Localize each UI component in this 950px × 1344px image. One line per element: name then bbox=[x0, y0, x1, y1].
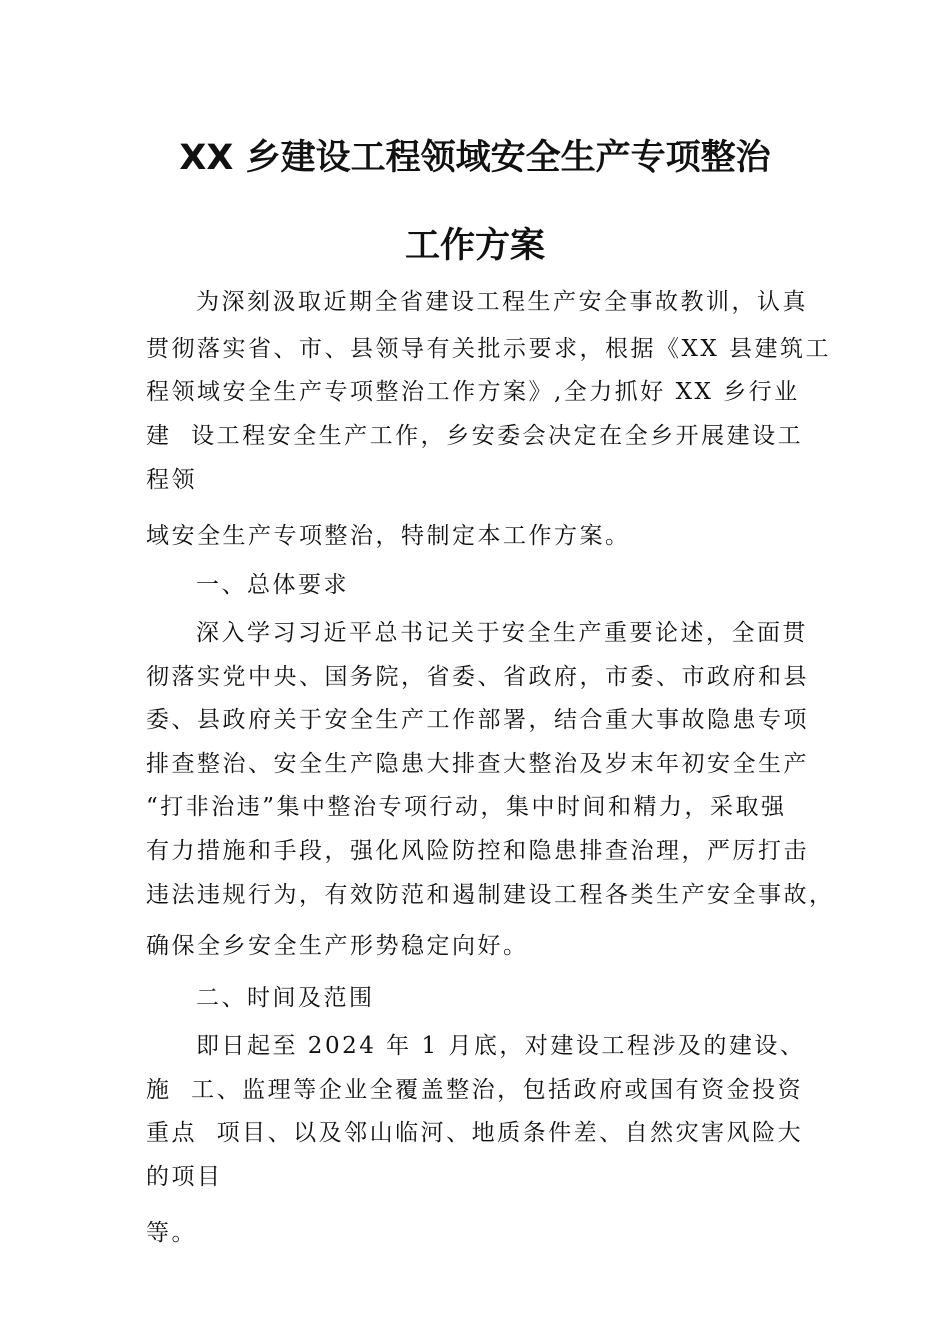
paragraph-line: 彻落实党中央、国务院，省委、省政府，市委、市政府和县 bbox=[146, 664, 809, 690]
section-heading: 二、时间及范围 bbox=[196, 985, 375, 1011]
paragraph-line: 为深刻汲取近期全省建设工程生产安全事故教训，认真 bbox=[196, 289, 808, 315]
paragraph-line: 施 工、监理等企业全覆盖整治，包括政府或国有资金投资 bbox=[146, 1077, 804, 1103]
paragraph-line: 即日起至 2024 年 1 月底，对建设工程涉及的建设、 bbox=[196, 1033, 806, 1059]
paragraph-line: 排查整治、安全生产隐患大排查大整治及岁末年初安全生产 bbox=[146, 751, 809, 777]
paragraph-line: 等。 bbox=[146, 1220, 197, 1246]
paragraph-line: 的项目 bbox=[146, 1164, 223, 1190]
paragraph-line: 建 设工程安全生产工作，乡安委会决定在全乡开展建设工 bbox=[146, 423, 804, 449]
section-heading: 一、总体要求 bbox=[196, 572, 349, 598]
paragraph-line: 有力措施和手段，强化风险防控和隐患排查治理，严厉打击 bbox=[146, 838, 809, 864]
paragraph-line: 程领域安全生产专项整治工作方案》,全力抓好 XX 乡行业 bbox=[146, 379, 800, 405]
paragraph-line: 重点 项目、以及邻山临河、地质条件差、自然灾害风险大 bbox=[146, 1120, 804, 1146]
paragraph-line: 深入学习习近平总书记关于安全生产重要论述，全面贯 bbox=[196, 620, 808, 646]
paragraph-line: 域安全生产专项整治，特制定本工作方案。 bbox=[146, 523, 631, 549]
paragraph-line: 贯彻落实省、市、县领导有关批示要求，根据《XX 县建筑工 bbox=[146, 336, 832, 362]
paragraph-line: “打非治违”集中整治专项行动，集中时间和精力，采取强 bbox=[146, 794, 787, 820]
paragraph-line: 违法违规行为，有效防范和遏制建设工程各类生产安全事故， bbox=[146, 882, 835, 908]
document-title-line-1: XX 乡建设工程领域安全生产专项整治 bbox=[179, 138, 771, 178]
paragraph-line: 委、县政府关于安全生产工作部署，结合重大事故隐患专项 bbox=[146, 707, 809, 733]
paragraph-line: 确保全乡安全生产形势稳定向好。 bbox=[146, 933, 529, 959]
document-title-line-2: 工作方案 bbox=[404, 226, 545, 266]
paragraph-line: 程领 bbox=[146, 467, 197, 493]
